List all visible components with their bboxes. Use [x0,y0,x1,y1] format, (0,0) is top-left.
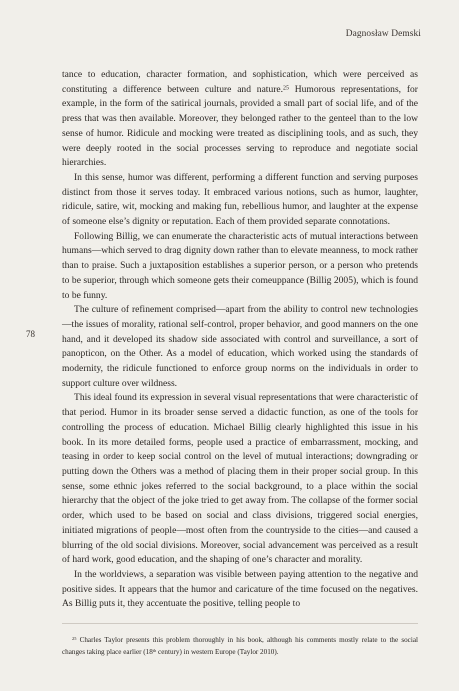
paragraph: In the worldviews, a separation was visible between paying attention to the negative and positive sides. It appears that the humor and caricature of the time focused on the negatives. As Billig puts it, they accentuate the positive, telling people to [62,568,418,610]
footnote-text: century) in western Europe (Taylor 2010). [156,648,279,657]
paragraph: Following Billig, we can enumerate the characteristic acts of mutual interactions between humans—which served to drag dignity down rather than to elevate meanness, to mock rather than to praise. Such a juxtaposition establishes a superior person, or a person who pretends to be superior, through which someone gets their comeuppance (Billig 2005), which is found to be funny. [62,230,418,301]
footnote-number: 25 [72,636,77,642]
page-number: 78 [26,329,35,339]
footnote-divider [62,623,418,624]
footnote-text: Charles Taylor presents this problem thoroughly in his book, although his comments mostly relate to the social changes taking place earlier (18 [62,636,418,657]
footnote [62,634,418,659]
footnote-ordinal-suffix: th [152,648,157,654]
paragraph: This ideal found its expression in several visual representations that were characteristic of that period. Humor in its broader sense served a didactic function, as one of the tools for controlling the process of education. Michael Billig clearly highlighted this issue in his book. In its more detailed forms, people used a practice of embarrassment, mocking, and teasing in order to keep social control on the level of mutual interactions; downgrading or putting down the Others was a method of placing them in their proper social group. In this sense, some ethnic jokes referred to the social background, to a place within the social hierarchy that the object of the joke tried to get away from. The collapse of the former social order, which used to be based on social and class divisions, triggered social energies, initiated migrations of people—most often from the countryside to the cities—and caused a blurring of the old social divisions. Moreover, social advancement was perceived as a result of hard work, good education, and the shaping of one’s character and morality. [62,392,418,566]
paragraph-text: Humorous representations, for example, in the form of the satirical journals, provided a small part of social life, and of the press that was then available. Moreover, they belonged rather to the genteel than to the low sense of humor. Ridicule and mocking were treated as disciplining tools, and as such, they were deeply rooted in the social processes serving to reproduce and negotiate social hierarchies. [62,83,418,169]
paragraph [62,68,418,171]
footnote-reference: 25 [283,85,289,92]
paragraph-text: tance to education, character formation, and sophistication, which were perceived as constituting a difference between culture and nature. [62,69,418,95]
paragraph: The culture of refinement comprised—apart from the ability to control new technologies —the issues of morality, rational self-control, proper behavior, and good manners on the one hand, and it developed its shadow side associated with control and surveillance, a sort of panopticon, on the Other. As a model of education, which worked using the standards of modernity, the ridicule functioned to enforce group norms on the individuals in order to support culture over wildness. [62,304,418,389]
paragraph: In this sense, humor was different, performing a different function and serving purposes distinct from those it serves today. It embraced various notions, such as humor, laughter, ridicule, satire, wit, mocking and making fun, rebellious humor, and laughter at the expense of someone else’s dignity or reputation. Each of them provided separate connotations. [62,171,418,228]
body-text [62,68,418,612]
running-header-author: Dagnosław Demski [345,29,421,39]
